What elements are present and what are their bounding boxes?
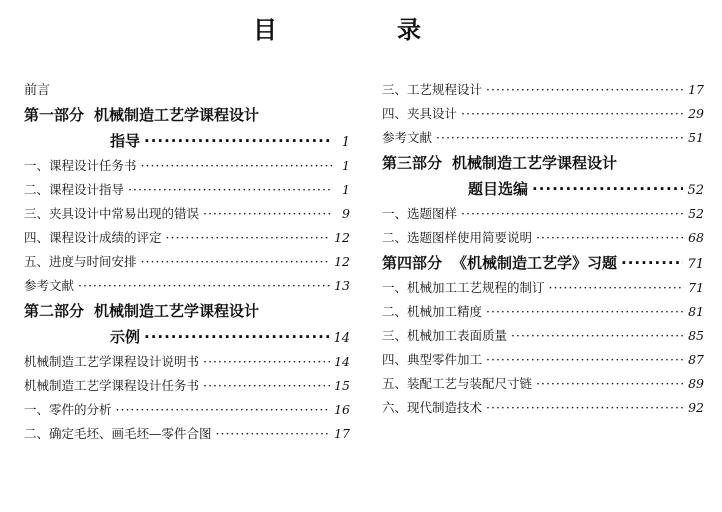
entry-label: 四、典型零件加工 [382, 352, 483, 367]
leader-dots [141, 250, 331, 274]
page-number: 13 [334, 278, 350, 293]
page-number: 52 [688, 206, 704, 221]
toc-entry [24, 374, 350, 398]
part-number: 第二部分 [24, 302, 85, 320]
toc-entry [382, 300, 704, 324]
leader-dots [486, 78, 684, 102]
leader-dots [116, 398, 331, 422]
leader-dots [461, 202, 684, 226]
toc-entry [24, 350, 350, 374]
page-title: 目 录 [253, 16, 469, 44]
toc-part-2-heading [24, 298, 350, 324]
toc-entry [24, 154, 350, 178]
toc-part-1-heading [24, 102, 350, 128]
leader-dots [486, 348, 684, 372]
toc-entry [382, 78, 704, 102]
page-number: 15 [334, 378, 350, 393]
leader-dots [486, 396, 684, 420]
leader-dots [436, 126, 684, 150]
toc-entry [382, 324, 704, 348]
page-number: 14 [333, 331, 350, 346]
entry-label: 一、选题图样 [382, 206, 458, 221]
leader-dots [511, 324, 684, 348]
page-number: 51 [688, 130, 704, 145]
page-number: 85 [688, 328, 704, 343]
page-number: 9 [342, 206, 350, 221]
toc-part-4-heading [382, 250, 704, 276]
toc-entry [382, 202, 704, 226]
leader-dots [78, 274, 330, 298]
part-name-cont: 题目选编 [468, 180, 529, 198]
leader-dots [536, 226, 684, 250]
toc-entry [382, 126, 704, 150]
leader-dots [216, 422, 331, 446]
page-number: 29 [688, 106, 704, 121]
toc-entry [24, 274, 350, 298]
leader-dots [621, 250, 683, 276]
toc-entry [24, 202, 350, 226]
entry-label: 四、课程设计成绩的评定 [24, 230, 162, 245]
entry-label: 二、确定毛坯、画毛坯—零件合图 [24, 426, 212, 441]
page-number: 52 [687, 183, 704, 198]
page-number: 68 [688, 230, 704, 245]
page-number: 16 [334, 402, 350, 417]
leader-dots [166, 226, 331, 250]
toc-entry [382, 396, 704, 420]
page-number: 1 [342, 158, 350, 173]
toc-part-2-cont [24, 324, 350, 350]
entry-label: 二、机械加工精度 [382, 304, 483, 319]
entry-label: 四、夹具设计 [382, 106, 458, 121]
part-name-cont: 示例 [110, 328, 141, 346]
toc-entry [24, 398, 350, 422]
entry-label: 一、机械加工工艺规程的制订 [382, 280, 545, 295]
part-name: 机械制造工艺学课程设计 [94, 302, 260, 320]
page-number: 81 [688, 304, 704, 319]
toc-part-3-heading [382, 150, 704, 176]
leader-dots [486, 300, 684, 324]
page-number: 89 [688, 376, 704, 391]
entry-label: 三、工艺规程设计 [382, 82, 483, 97]
part-number: 第四部分 [382, 254, 443, 272]
page-number: 1 [341, 135, 350, 150]
part-name: 《机械制造工艺学》习题 [452, 254, 618, 272]
toc-part-3-cont [382, 176, 704, 202]
page-number: 17 [334, 426, 350, 441]
page-number: 71 [687, 257, 704, 272]
toc-entry [382, 276, 704, 300]
toc-entry [24, 250, 350, 274]
leader-dots [461, 102, 684, 126]
entry-label: 机械制造工艺学课程设计任务书 [24, 378, 200, 393]
entry-label: 一、课程设计任务书 [24, 158, 137, 173]
part-name: 机械制造工艺学课程设计 [94, 106, 260, 124]
toc-right-column [382, 78, 704, 420]
page-number: 92 [688, 400, 704, 415]
entry-label: 参考文献 [382, 130, 433, 145]
toc-entry [24, 226, 350, 250]
page-number: 17 [688, 82, 704, 97]
leader-dots [128, 178, 332, 202]
entry-label: 一、零件的分析 [24, 402, 112, 417]
page-number: 14 [334, 354, 350, 369]
part-number: 第一部分 [24, 106, 85, 124]
toc-entry [382, 372, 704, 396]
leader-dots [203, 202, 332, 226]
leader-dots [144, 128, 332, 154]
toc-entry [24, 178, 350, 202]
entry-label: 五、进度与时间安排 [24, 254, 137, 269]
part-number: 第三部分 [382, 154, 443, 172]
entry-label: 参考文献 [24, 278, 75, 293]
toc-left-column [24, 80, 350, 446]
toc-entry [382, 102, 704, 126]
leader-dots [141, 154, 332, 178]
toc-part-1-cont [24, 128, 350, 154]
leader-dots [203, 374, 330, 398]
leader-dots [144, 324, 329, 350]
part-name: 机械制造工艺学课程设计 [452, 154, 618, 172]
part-name-cont: 指导 [110, 132, 141, 150]
entry-label: 三、机械加工表面质量 [382, 328, 508, 343]
toc-entry [24, 422, 350, 446]
page-number: 87 [688, 352, 704, 367]
entry-label: 二、课程设计指导 [24, 182, 125, 197]
leader-dots [536, 372, 684, 396]
toc-preface: 前言 [24, 83, 51, 98]
leader-dots [203, 350, 330, 374]
entry-label: 机械制造工艺学课程设计说明书 [24, 354, 200, 369]
page-number: 12 [334, 254, 350, 269]
page-number: 12 [334, 230, 350, 245]
entry-label: 二、选题图样使用简要说明 [382, 230, 533, 245]
entry-label: 三、夹具设计中常易出现的错误 [24, 206, 200, 221]
leader-dots [532, 176, 683, 202]
page-number: 71 [688, 280, 704, 295]
entry-label: 六、现代制造技术 [382, 400, 483, 415]
page-number: 1 [342, 182, 350, 197]
toc-entry [382, 226, 704, 250]
entry-label: 五、装配工艺与装配尺寸链 [382, 376, 533, 391]
leader-dots [549, 276, 685, 300]
toc-entry [382, 348, 704, 372]
